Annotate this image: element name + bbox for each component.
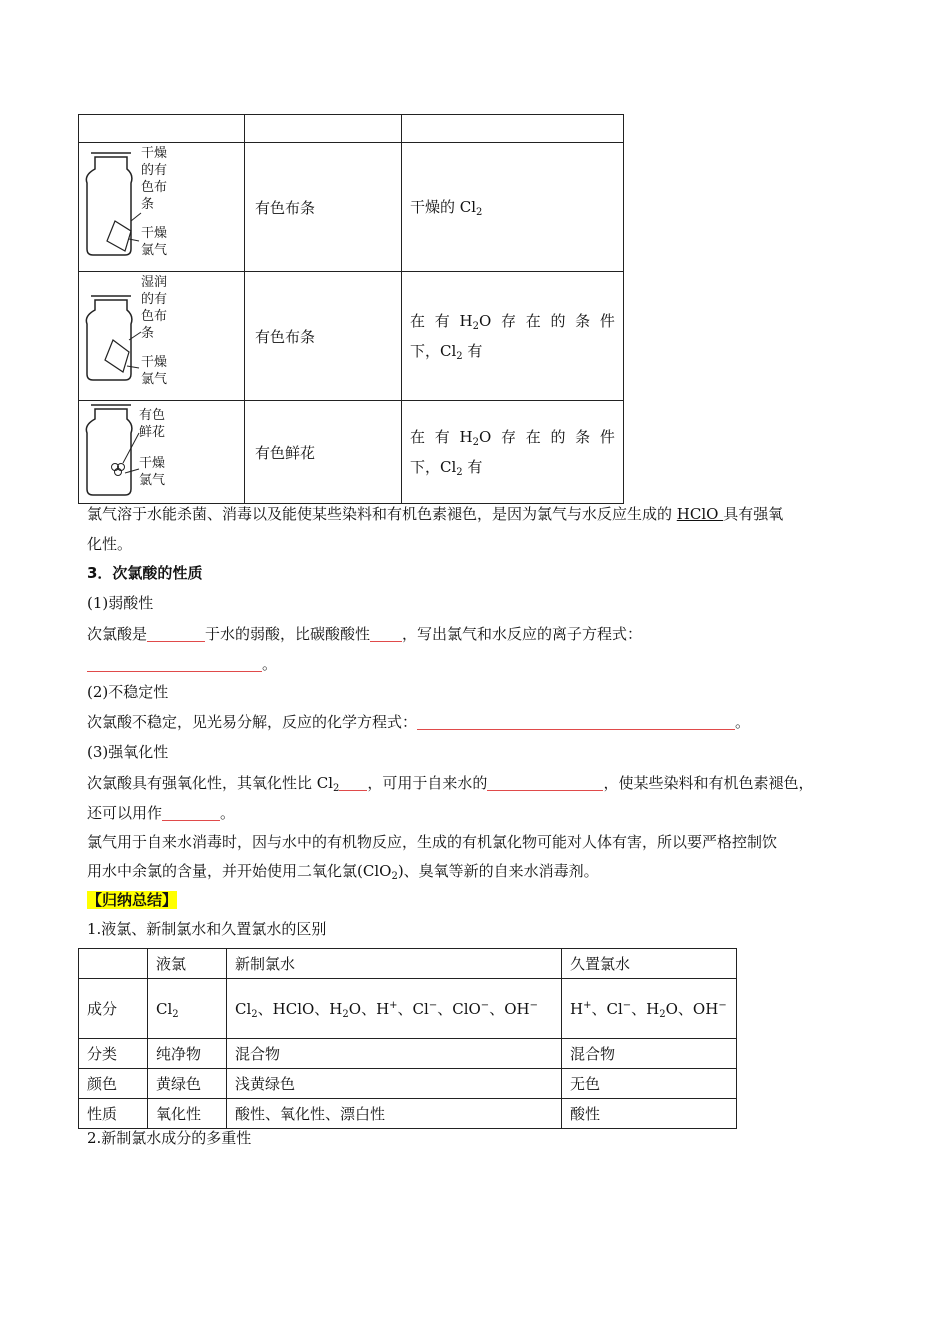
table-cell: 酸性 — [562, 1099, 737, 1129]
conclusion-line1: 在 有 $H_2O$ 存 在 的 条 件 — [410, 312, 615, 332]
table-cell: 混合物 — [562, 1039, 737, 1069]
table-cell: 分类 — [79, 1039, 148, 1069]
answer-blank[interactable] — [162, 804, 220, 821]
summary-tag: 【归纳总结】 — [87, 891, 178, 909]
conclusion-line2: 下，$Cl_2$ 有 — [410, 342, 483, 362]
table-cell: H+、Cl−、$H_2O$、OH− — [562, 979, 737, 1039]
table-cell: 浅黄绿色 — [227, 1069, 562, 1099]
table-cell: 无色 — [562, 1069, 737, 1099]
material-cell: 有色布条 — [245, 143, 402, 272]
subsection-oxidizing: (3)强氧化性 — [87, 743, 169, 761]
table-cell: $Cl_2$ — [148, 979, 227, 1039]
table-cell: 混合物 — [227, 1039, 562, 1069]
subsection-weak-acid: (1)弱酸性 — [87, 594, 154, 612]
table-row — [79, 1039, 737, 1069]
table-cell: 纯净物 — [148, 1039, 227, 1069]
conclusion-line1: 在 有 $H_2O$ 存 在 的 条 件 — [410, 428, 615, 448]
experiment-row — [79, 401, 624, 504]
jar-figure — [79, 143, 245, 272]
table-row — [79, 979, 737, 1039]
table-header-cell — [79, 949, 148, 979]
table-cell: 成分 — [79, 979, 148, 1039]
material-cell: 有色布条 — [245, 272, 402, 401]
instability-question: 次氯酸不稳定，见光易分解，反应的化学方程式： 。 — [87, 713, 751, 731]
table-cell: 黄绿色 — [148, 1069, 227, 1099]
jar-figure — [79, 272, 245, 401]
jar-label-top: 有色 鲜花 — [139, 408, 166, 440]
paragraph-disinfection: 氯气用于自来水消毒时，因与水中的有机物反应，生成的有机氯化物可能对人体有害，所以要严格控制饮 — [87, 833, 778, 851]
table-row — [79, 1099, 737, 1129]
table-cell: 性质 — [79, 1099, 148, 1129]
jar-figure — [79, 401, 245, 504]
weak-acid-question: 次氯酸是 于水的弱酸，比碳酸酸性 ，写出氯气和水反应的离子方程式： — [87, 625, 643, 643]
jar-label-top: 湿润 的有 色布 条 — [141, 275, 168, 341]
answer-blank[interactable] — [87, 655, 262, 672]
oxidizing-question: 次氯酸具有强氧化性，其氧化性比 $Cl_2$ ，可用于自来水的 ，使某些染料和有机色素褪色， — [87, 774, 814, 794]
material-cell: 有色鲜花 — [245, 401, 402, 504]
answer-blank[interactable] — [147, 625, 205, 642]
answer-blank[interactable] — [339, 774, 367, 791]
conclusion-cell — [402, 401, 624, 504]
jar-label-bottom: 干燥 氯气 — [141, 226, 168, 258]
paragraph-hclo-cont: 化性。 — [87, 535, 133, 553]
list-item-2: 2.新制氯水成分的多重性 — [87, 1129, 252, 1147]
section-heading: 3．次氯酸的性质 — [87, 564, 203, 582]
jar-label-bottom: 干燥 氯气 — [141, 355, 168, 387]
experiment-header-row — [79, 115, 624, 143]
paragraph-hclo: 氯气溶于水能杀菌、消毒以及能使某些染料和有机色素褪色，是因为氯气与水反应生成的 HClO 具有强氧 — [87, 505, 784, 523]
table-header-cell: 液氯 — [148, 949, 227, 979]
chlorine-water-comparison-table — [78, 948, 737, 1129]
experiment-table — [78, 114, 624, 504]
hclo-underlined: HClO — [676, 505, 724, 523]
conclusion-cell: 干燥的 $Cl_2$ — [402, 143, 624, 272]
answer-blank[interactable] — [487, 774, 603, 791]
experiment-row — [79, 143, 624, 272]
answer-blank[interactable] — [417, 713, 735, 730]
table-cell: 氧化性 — [148, 1099, 227, 1129]
answer-blank[interactable] — [370, 625, 402, 642]
jar-label-top: 干燥 的有 色布 条 — [141, 146, 168, 212]
list-item-1: 1.液氯、新制氯水和久置氯水的区别 — [87, 920, 327, 938]
paragraph-disinfection-cont: 用水中余氯的含量，并开始使用二氧化氯(ClO$_2$)、臭氧等新的自来水消毒剂。 — [87, 862, 599, 882]
experiment-row — [79, 272, 624, 401]
table-cell: $Cl_2$、HClO、$H_2O$、H+、Cl−、ClO−、OH− — [227, 979, 562, 1039]
subsection-instability: (2)不稳定性 — [87, 683, 169, 701]
ionic-equation-line: 。 — [87, 654, 277, 674]
table-cell: 酸性、氧化性、漂白性 — [227, 1099, 562, 1129]
table-cell: 颜色 — [79, 1069, 148, 1099]
table-header-cell: 久置氯水 — [562, 949, 737, 979]
oxidizing-question-cont: 还可以用作 。 — [87, 804, 236, 822]
table-row — [79, 1069, 737, 1099]
conclusion-cell — [402, 272, 624, 401]
table-header-row — [79, 949, 737, 979]
table-header-cell: 新制氯水 — [227, 949, 562, 979]
jar-label-bottom: 干燥 氯气 — [139, 456, 166, 488]
conclusion-line2: 下，$Cl_2$ 有 — [410, 458, 483, 478]
